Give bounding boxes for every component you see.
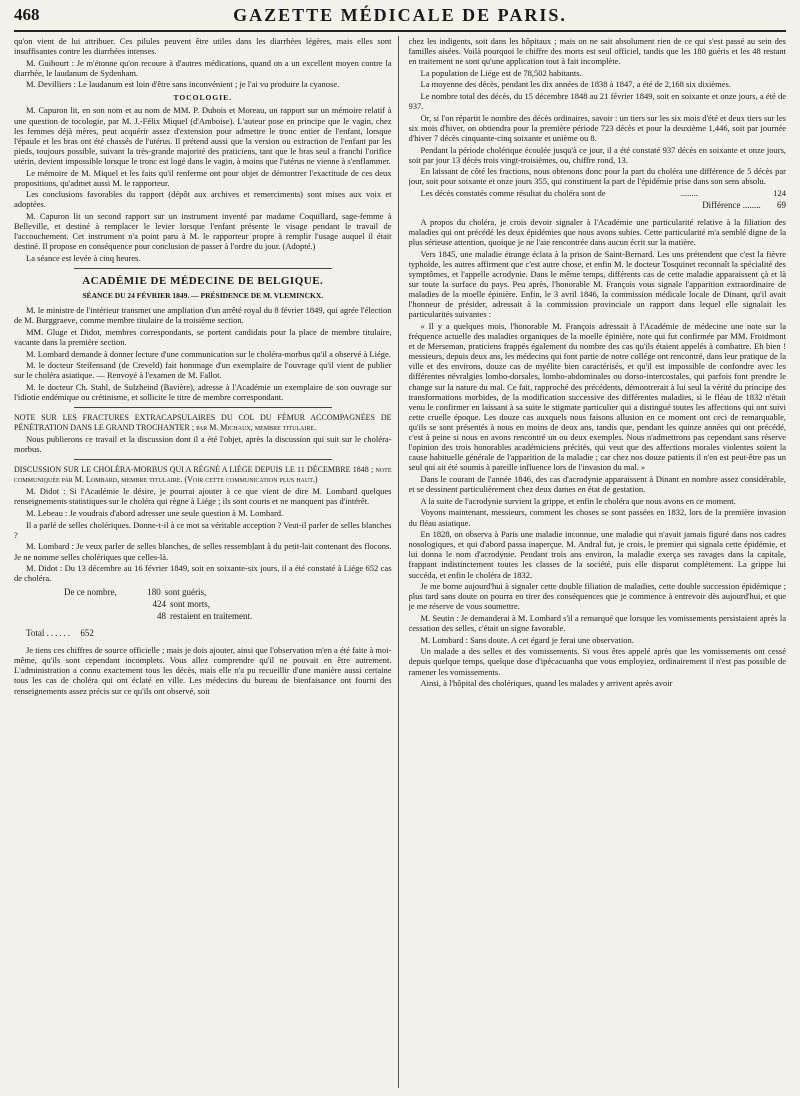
divider	[74, 407, 332, 408]
paragraph: M. Lombard demande à donner lecture d'une communication sur le choléra-morbus qu'il a observé à Liége.	[26, 348, 391, 359]
paragraph: En 1828, on observa à Paris une maladie inconnue, une maladie qui n'avait jamais figuré dans nos cadres nosologiques, et qui d'abord passa inaperçue. M. Andral fut, je crois, le premier qui signala cette épidémie, et lui donna le nom d'acrodynie. Pendant trois ans environ, la maladie exerça ses ravages dans la capitale, frappant indistinctement toutes les classes de la société, puis elle disparut complétement. La grippe lui succéda, et enfin le choléra de 1832.	[408, 529, 786, 580]
paragraph: Voyons maintenant, messieurs, comment les choses se sont passées en 1832, lors de la première invasion du fléau asiatique.	[408, 507, 786, 528]
paragraph: Les conclusions favorables du rapport (dépôt aux archives et remerciments) sont mises aux voix et adoptées.	[14, 189, 392, 210]
paragraph: Un malade a des selles et des vomissements. Si vous êtes appelé après que les vomissements ont cessé depuis quelque temps, quelque dose d'ipécacuanha que vous employiez, ordinairement il n'est pas possible de ramener les vomissements.	[408, 646, 786, 677]
paragraph: M. le docteur Ch. Stahl, de Sulzheind (Bavière), adresse à l'Académie un exemplaire de son ouvrage sur l'idiotie endémique ou crétinisme, et sollicite le titre de membre correspondant.	[14, 381, 392, 402]
paragraph: M. Seutin : Je demanderai à M. Lombard s'il a remarqué que lorsque les vomissements persistaient après la cessation des selles, c'était un signe favorable.	[408, 613, 786, 634]
paragraph: A la suite de l'acrodynie survient la grippe, et enfin le choléra que nous avons en ce moment.	[420, 495, 736, 506]
left-column	[14, 36, 399, 1088]
paragraph: Le mémoire de M. Miquel et les faits qu'il renferme ont pour objet de démontrer l'exactitude de ces deux propositions, qu'admet aussi M. le rapporteur.	[14, 167, 392, 188]
paragraph: M. Didot : Du 13 décembre au 16 février 1849, soit en soixante-six jours, il a été constaté à Liége 652 cas de choléra.	[14, 563, 392, 584]
right-column	[409, 36, 787, 1088]
paragraph: Ainsi, à l'hôpital des cholériques, quand les malades y arrivent après avoir	[420, 678, 673, 689]
total-row	[26, 628, 392, 639]
deces-label: Les décès constatés comme résultat du choléra sont de	[420, 188, 606, 199]
paragraph: M. Devilliers : Le laudanum est loin d'être sans inconvénient ; je l'ai vu produire la cyanose.	[26, 79, 340, 90]
stats-label: restaient en traitement.	[170, 610, 253, 621]
deces-dots: ........	[680, 188, 698, 199]
section-heading-tocologie: TOCOLOGIE.	[173, 92, 232, 102]
paragraph: Nous publierons ce travail et la discussion dont il a été l'objet, après la discussion qui suit sur le choléra-morbus.	[14, 434, 392, 455]
paragraph: Je tiens ces chiffres de source officielle ; mais je dois ajouter, ainsi que l'observation m'en a été faite à moi-même, qu'ils sont cependant incomplets. Vous allez comprendre qu'il ne pouvait en être autrement. L'administration a connu exactement tous les décès, mais elle n'a pu recueillir d'une manière aussi certaine tous les cas de choléra qui ont éclaté en ville. Les médecins du bureau de bienfaisance ont fourni des renseignements assez précis sur ce qu'ils ont observé, soit	[14, 645, 392, 696]
cholera-stats	[64, 587, 392, 622]
seance-heading: SÉANCE DU 24 FÉVRIER 1849. — PRÉSIDENCE DE M. VLEMINCKX.	[82, 291, 324, 301]
paragraph: M. Didot : Si l'Académie le désire, je pourrai ajouter à ce que vient de dire M. Lombard quelques renseignements statistiques sur le choléra qui règne à Liége ; ils sont courts et ne manquent pas d'intérêt.	[14, 486, 392, 507]
paragraph: MM. Gluge et Didot, membres correspondants, se portent candidats pour la place de membre titulaire, vacante dans la première section.	[14, 326, 392, 347]
paragraph: Pendant la période cholérique écoulée jusqu'à ce jour, il a été constaté 937 décès en soixante et onze jours, soit par jour 13 décès trois vingt-troisièmes, ou, chiffre rond, 13.	[408, 144, 786, 165]
paragraph: M. Lombard : Je veux parler de selles blanches, de selles ressemblant à du petit-lait contenant des flocons. Je ne nomme selles cholériques que celles-là.	[14, 541, 392, 562]
paragraph: Vers 1845, une maladie étrange éclata à la prison de Saint-Bernard. Les uns prétendent que c'est la fièvre typhoïde, les autres affirment que c'est autre chose, et enfin M. le docteur Tosquinet reconnaît la spécialité des symptômes, et l'appelle acrodynie. Dans le même temps, différents cas de cette maladie apparaissent çà et là sur toute la surface du pays. Peu après, l'honorable M. François vous signale l'apparition extraordinaire de maladies de la moelle épinière. Enfin, le 3 avril 1846, la commission médicale locale de Dinant, qu'il avait l'honneur de présider, adressait à la commission provinciale un rapport dans lequel elle signalait les particularités suivantes :	[408, 248, 786, 320]
paragraph: M. Capuron lit, en son nom et au nom de MM. P. Dubois et Moreau, un rapport sur un mémoire relatif à une question de tocologie, par M. J.-Félix Miquel (d'Amboise). L'auteur pose en principe que le vagin, chez les femmes déjà mères, peut acquérir assez d'extension pour admettre le tronc entier de l'enfant, lorsque l'épaule et les bras ont été chassés de l'utérus. Il prétend aussi que la version ou extraction de l'enfant par les pieds, toujours possible, suivant la très-grande majorité des praticiens, tant que le bras seul a franchi l'orifice utérin, devient impossible lorsque le tronc est logé dans le vagin, à moins que l'utérus ne vienne à s'enflammer.	[14, 105, 392, 167]
page-number: 468	[14, 5, 40, 24]
total-label: Total	[26, 628, 45, 639]
journal-title: GAZETTE MÉDICALE DE PARIS.	[233, 4, 567, 25]
stats-number: 180	[147, 587, 161, 598]
divider	[74, 268, 332, 269]
paragraph: M. Capuron lit un second rapport sur un instrument inventé par madame Coquillard, sage-femme à Belleville, et destiné à remplacer le levier lorsque l'enfant présente le visage pendant le travail de l'accouchement. Cet instrument n'a point paru à M. le rapporteur propre à remplir l'usage auquel il était destiné. Il propose en conséquence pour conclusion de passer à l'ordre du jour. (Adopté.)	[14, 211, 392, 252]
paragraph: En laissant de côté les fractions, nous obtenons donc pour la part du choléra une différence de 5 décès par jour, soit pour soixante et onze jours 355, qui constituent la part de l'épidémie prise dans son sens absolu.	[408, 166, 786, 187]
paragraph: La séance est levée à cinq heures.	[26, 253, 141, 263]
columns	[14, 36, 786, 1088]
paragraph: M. Lebeau : Je voudrais d'abord adresser une seule question à M. Lombard.	[26, 508, 284, 519]
note-heading: NOTE SUR LES FRACTURES EXTRACAPSULAIRES DU COL DU FÉMUR ACCOMPAGNÉES DE PÉNÉTRATION DANS LE GRAND TROCHANTER ; par M. Michaux, membre titulaire.	[14, 413, 392, 432]
total-dots: ......	[46, 628, 73, 639]
stats-number: 424	[152, 599, 166, 610]
stats-number: 48	[157, 610, 166, 621]
paragraph: M. Guibourt : Je m'étonne qu'on recoure à d'autres médications, quand on a un excellent moyen contre la diarrhée, le laudanum de Sydenham.	[14, 57, 392, 78]
paragraph: A propos du choléra, je crois devoir signaler à l'Académie une particularité relative à la filiation des maladies qui ont précédé les deux épidémies que nous avons subies. Cette particularité m'a semblé digne de la plus sérieuse attention, quoique je ne l'aie rencontrée dans aucun écrit sur la matière.	[408, 216, 786, 248]
paragraph: La moyenne des décès, pendant les dix années de 1838 à 1847, a été de 2,168 six dixièmes.	[420, 79, 731, 90]
paragraph: M. le docteur Steifensand (de Creveld) fait hommage d'un exemplaire de l'ouvrage qu'il vient de publier sur le choléra asiatique. — Renvoyé à l'examen de M. Fallot.	[14, 360, 392, 381]
section-heading-academie: ACADÉMIE DE MÉDECINE DE BELGIQUE.	[82, 275, 324, 288]
stats-row	[64, 611, 392, 623]
stats-row	[64, 599, 392, 611]
stats-intro: De ce nombre,	[64, 587, 117, 598]
difference-value: 69	[777, 200, 786, 211]
paragraph: qu'on vient de lui attribuer. Ces pilules peuvent être utiles dans les diarrhées légères, mais elles sont insuffisantes contre les diarrhées intenses.	[14, 36, 392, 57]
paragraph: M. le ministre de l'intérieur transmet une ampliation d'un arrêté royal du 8 février 1849, qui agrée l'élection de M. Burggraeve, comme membre titulaire de la troisième section.	[14, 305, 392, 326]
deces-value: 124	[773, 188, 786, 199]
page-header	[14, 0, 786, 32]
paragraph: M. Lombard : Sans doute. A cet égard je ferai une observation.	[420, 634, 634, 645]
divider	[74, 459, 332, 460]
paragraph: Or, si l'on répartit le nombre des décès ordinaires, savoir : un tiers sur les six mois d'été et deux tiers sur les six mois d'hiver, on obtiendra pour la première période 723 décès et pour la deuxième 1,446, soit par journée d'hiver 7 décès cinquante-cinq soixante et unième ou 8.	[408, 112, 786, 143]
paragraph: Je me borne aujourd'hui à signaler cette double filiation de maladies, cette double succession épidémique ; plus tard sans doute on pourra en tirer des conséquences que je commence à entrevoir dès aujourd'hui, et que je me réserve de vous soumettre.	[408, 581, 786, 612]
stats-label: sont morts,	[170, 599, 211, 610]
paragraph: Dans le courant de l'année 1846, des cas d'acrodynie apparaissent à Dinant en nombre assez considérable, et se dessinent particulièrement chez deux dames en état de gestation.	[408, 474, 786, 495]
stats-row	[64, 587, 392, 599]
stats-label: sont guéris,	[164, 587, 207, 598]
total-value: 652	[80, 628, 94, 639]
paragraph: Il a parlé de selles cholériques. Donne-t-il à ce mot sa véritable acception ? Veut-il parler de selles blanches ?	[14, 519, 392, 540]
paragraph: « Il y a quelques mois, l'honorable M. François adressait à l'Académie de médecine une note sur la fréquence actuelle des maladies organiques de la moelle épinière, note qui fut confirmée par MM. Froidmont et de Merseman, praticiens frappés également du nombre des cas qu'ils étaient appelés à combattre. Eh bien ! messieurs, depuis deux ans, les médecins qui font partie de notre collége ont rencontré, dans leur pratique de la ville et des environs, douze cas de myélite bien caractérisés, et qu'il est impossible de confondre avec les différentes névralgies lombo-dorsales, lombo-abdominales ou dorso-intercostales, qui parfois font prendre le change sur la nature du mal. Ce fait, rapproché des précédents, démontrerait à lui seul la vérité du principe des transformations morbides, de la modification successive des différentes maladies, si le fléau de 1832 n'était venu le confirmer en laissant à sa suite le stigmate particulier qui a distingué toutes les affections qui ont suivi cette cruelle époque. Les douze cas auxquels nous faisons allusion en ce moment ont ceci de remarquable, qu'ils se sont présentés à nous en moins de deux ans, tandis que, pendant les quinze années qui ont précédé, c'est à peine si nous en avons rencontré un ou deux exemples. Nous n'admettrons pas cependant sans réserve l'opinion des trois honorables académiciens précités, qui veut que des affections morales violentes soient la cause habituelle générale de l'apparition de la maladie ; car chez nos douze patients il n'en est peut-être pas un seul qui ait été soumis à pareille influence lors de l'invasion du mal. »	[408, 320, 786, 473]
difference-row	[409, 200, 787, 211]
difference-dots: ........	[742, 200, 761, 211]
deces-line	[409, 188, 787, 198]
discussion-heading: DISCUSSION SUR LE CHOLÉRA-MORBUS QUI A RÉGNÉ A LIÉGE DEPUIS LE 11 DÉCEMBRE 1848 ; note communiquée par M. Lombard, membre titulaire. (Voir cette communication plus haut.)	[14, 465, 392, 484]
paragraph: chez les indigents, soit dans les hôpitaux ; mais on ne sait absolument rien de ce qui s'est passé au sein des familles aisées. Voilà pourquoi le chiffre des morts est seul officiel, tandis que les 180 guéris et les 48 restant en traitement ne sont qu'une application tout à fait incomplète.	[408, 36, 786, 67]
difference-label: Différence	[702, 200, 741, 211]
paragraph: La population de Liége est de 78,502 habitants.	[420, 67, 582, 78]
paragraph: Le nombre total des décès, du 15 décembre 1848 au 21 février 1849, soit en soixante et onze jours, a été de 937.	[408, 91, 786, 112]
